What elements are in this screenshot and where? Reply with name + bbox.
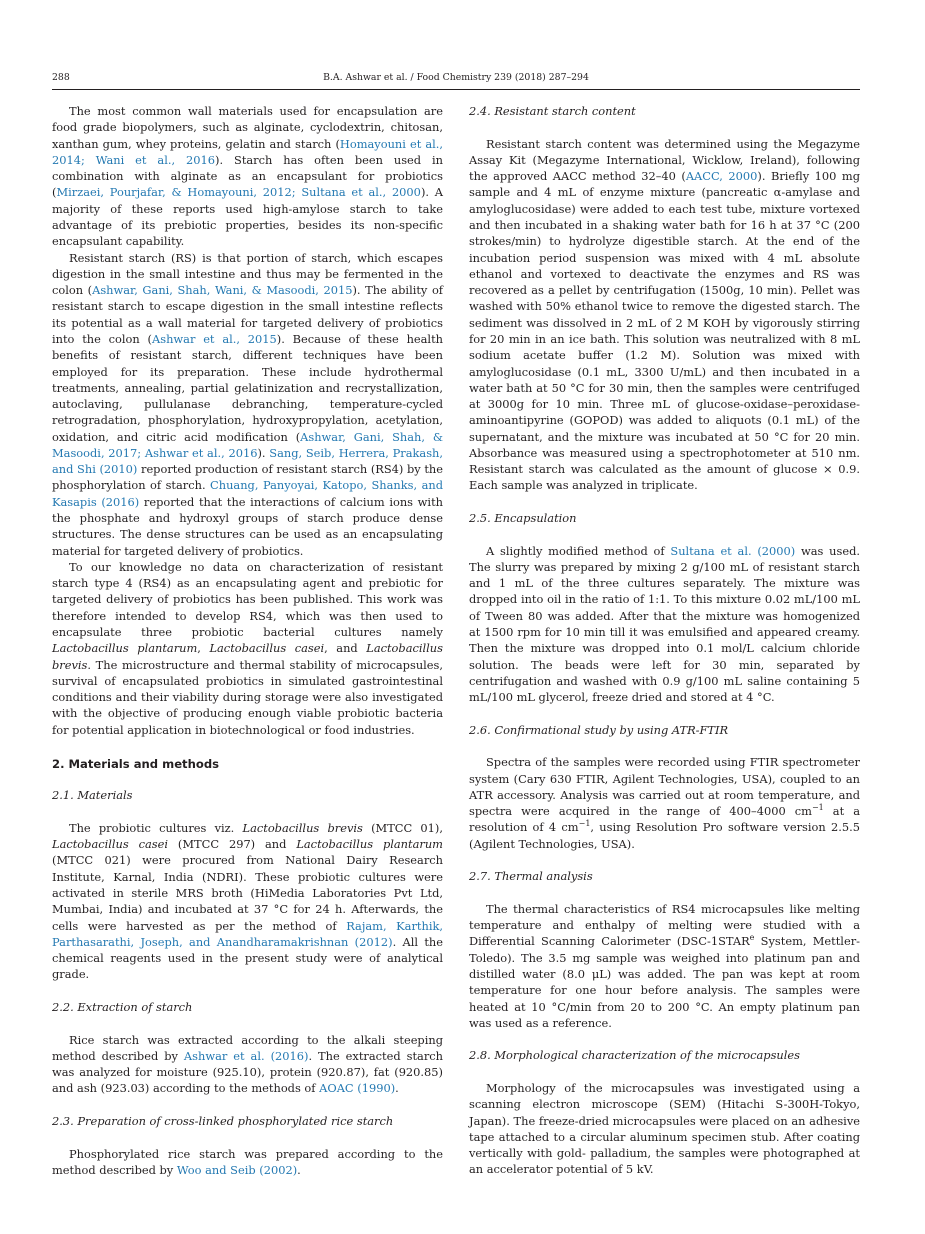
subsection-2-5-heading: 2.5. Encapsulation — [469, 511, 577, 526]
text-run: , using Resolution Pro software version 2.5.5 (Agilent Technologies, USA). — [469, 820, 860, 851]
text-run: The thermal characteristics of RS4 microcapsules like melting temperature and enthalpy of melting were studied with a Differential Scanning Calorimeter (DSC-1STAR — [469, 901, 860, 949]
citation-link[interactable]: Chuang, Panyoyai, Katopo, Shanks, and Kasapis (2016) — [52, 478, 443, 509]
text-run: (MTCC 021) were procured from National Dairy Research Institute, Karnal, India (NDRI). These probiotic cultures were activated in sterile MRS broth (HiMedia Laboratories Pvt Ltd, Mumbai, India) and incubated at 37 °C for 24 h. Afterwards, the cells were harvested as per the method of — [52, 853, 443, 933]
text-run: (MTCC 297) and — [168, 837, 297, 852]
text-run: ). Starch has often been used in combination with alginate as an encapsulant for probiotics ( — [52, 152, 443, 200]
text-run: . — [297, 1162, 301, 1177]
citation-link[interactable]: Mirzaei, Pourjafar, & Homayouni, 2012; Sultana et al., 2000 — [56, 185, 421, 200]
subsection-2-4-heading: 2.4. Resistant starch content — [469, 104, 636, 118]
text-run: Phosphorylated rice starch was prepared according to the method described by — [52, 1146, 443, 1177]
subsection-2-8-heading: 2.8. Morphological characterization of the microcapsules — [469, 1048, 801, 1063]
page-number: 288 — [52, 72, 70, 83]
text-run: Rice starch was extracted according to the alkali steeping method described by — [52, 1032, 443, 1063]
text-run: . The microstructure and thermal stability of microcapsules, survival of encapsulated probiotics in simulated gastrointestinal conditions and their viability during storage were also investigated with the objective of producing enough viable probiotic bacteria for potential application in biotechnological or food industries. — [52, 657, 443, 737]
citation-link[interactable]: Homayouni et al., 2014; Wani et al., 2016 — [52, 136, 443, 167]
text-run: reported production of resistant starch (RS4) by the phosphorylation of starch. — [52, 462, 443, 493]
species-name: Lactobacillus brevis — [52, 641, 443, 672]
right-column — [469, 103, 860, 1178]
text-run: . The extracted starch was analyzed for moisture (925.10), protein (920.87), fat (920.85) and ash (923.03) according to the methods of — [52, 1048, 443, 1096]
resistant-starch-paragraph — [469, 136, 860, 494]
species-name: Lactobacillus casei — [209, 641, 325, 656]
text-run: ). A majority of these reports used high-amylose starch to take advantage of its prebiotic properties, besides its non-specific encapsulant capability. — [52, 185, 443, 249]
species-name: Lactobacillus plantarum — [52, 641, 198, 656]
section-2-heading: 2. Materials and methods — [52, 756, 220, 771]
citation-link[interactable]: Ashwar, Gani, Shah, & Masoodi, 2017; Ashwar et al., 2016 — [52, 429, 443, 460]
text-run: ). The ability of resistant starch to escape digestion in the small intestine reflects its potential as a wall material for targeted delivery of probiotics into the colon ( — [52, 283, 444, 346]
text-run: Resistant starch content was determined using the Megazyme Assay Kit (Megazyme International, Wicklow, Ireland), following the approved AACC method 32–40 ( — [469, 136, 860, 184]
subsection-2-3-heading: 2.3. Preparation of cross-linked phosphorylated rice starch — [52, 1113, 394, 1128]
preparation-paragraph — [52, 1146, 443, 1179]
text-run: , and — [324, 641, 367, 656]
text-run: ). Briefly 100 mg sample and 4 mL of enzyme mixture (pancreatic α-amylase and amyloglucosidase) were added to each test tube, mixture vortexed and then incubated in a shaking water bath for 16 h at 37 °C (200 strokes/min) to hydrolyze digestible starch. At the end of the incubation period suspension was mixed with 4 mL absolute ethanol and vortexed to deactivate the enzymes and RS was recovered as a pellet by centrifugation (1500g, 10 min). Pellet was washed with 50% ethanol twice to remove the digested starch. The sediment was dissolved in 2 mL of 2 M KOH by vigorously stirring for 20 min in an ice bath. This solution was neutralized with 8 mL sodium acetate buffer (1.2 M). Solution was mixed with amyloglucosidase (0.1 mL, 3300 U/mL) and then incubated in a water bath at 50 °C for 30 min, then the samples were centrifuged at 3000g for 10 min. Three mL of glucose-oxidase–peroxidase-aminoantipyrine (GOPOD) was added to aliquots (0.1 mL) of the supernatant, and the mixture was incubated at 50 °C for 20 min. Absorbance was measured using a spectrophotometer at 510 nm. Resistant starch was calculated as the amount of glucose × 0.9. Each sample was analyzed in triplicate. — [469, 169, 860, 493]
citation-link[interactable]: Sultana et al. (2000) — [670, 543, 796, 558]
citation-link[interactable]: AOAC (1990) — [319, 1081, 396, 1096]
text-run: , — [197, 641, 210, 656]
subsection-2-7-heading: 2.7. Thermal analysis — [469, 869, 593, 884]
species-name: Lactobacillus brevis — [242, 820, 363, 835]
journal-reference: B.A. Ashwar et al. / Food Chemistry 239 (2018) 287–294 — [323, 72, 589, 83]
header-rule — [52, 89, 860, 90]
text-run: . All the chemical reagents used in the present study were of analytical grade. — [52, 934, 443, 982]
materials-paragraph — [52, 820, 443, 983]
citation-link[interactable]: Sang, Seib, Herrera, Prakash, and Shi (2010) — [52, 445, 443, 477]
left-column — [52, 103, 443, 1178]
citation-link[interactable]: Woo and Seib (2002) — [176, 1162, 298, 1177]
subsection-2-6-heading: 2.6. Confirmational study by using ATR-FTIR — [469, 722, 729, 737]
intro-paragraph-3 — [52, 559, 443, 738]
subsection-2-2-heading: 2.2. Extraction of starch — [52, 999, 193, 1014]
text-run: reported that the interactions of calcium ions with the phosphate and hydroxyl groups of starch produce dense structures. The dense structures can be used as an encapsulating material for targeted delivery of probiotics. — [52, 494, 443, 558]
text-run: The most common wall materials used for encapsulation are food grade biopolymers, such as alginate, cyclodextrin, chitosan, xanthan gum, whey proteins, gelatin and starch ( — [52, 104, 443, 151]
text-run: Spectra of the samples were recorded using FTIR spectrometer system (Cary 630 FTIR, Agilent Technologies, USA), coupled to an ATR accessory. Analysis was carried out at room temperature, and spectra were acquired in the range of 400–4000 cm — [469, 755, 860, 819]
subsection-2-1-heading: 2.1. Materials — [52, 788, 133, 803]
extraction-paragraph — [52, 1032, 443, 1097]
intro-paragraph-1 — [52, 103, 443, 250]
text-run: ). Because of these health benefits of resistant starch, different techniques have been employed for its preparation. These include hydrothermal treatments, annealing, partial gelatinization and recrystallization, autoclaving, pullulanase debranching, temperature-cycled retrogradation, phosphorylation, hydroxypropylation, acetylation, oxidation, and citric acid modification ( — [52, 331, 443, 444]
running-header — [52, 72, 860, 88]
text-run: A slightly modified method of — [486, 543, 671, 558]
text-run: Morphology of the microcapsules was investigated using a scanning electron microscope (SEM) (Hitachi S-300H-Tokyo, Japan). The freeze-dried microcapsules were placed on an adhesive tape attached to a circular aluminum specimen stub. After coating vertically with gold- palladium, the samples were photographed at an accelerator potential of 5 kV. — [469, 1081, 860, 1177]
citation-link[interactable]: Ashwar et al., 2015 — [152, 331, 277, 346]
text-run: Resistant starch (RS) is that portion of starch, which escapes digestion in the small intestine and thus may be fermented in the colon ( — [52, 250, 443, 298]
species-name: Lactobacillus plantarum — [296, 837, 443, 852]
species-name: Lactobacillus casei — [52, 837, 169, 852]
citation-link[interactable]: Ashwar, Gani, Shah, Wani, & Masoodi, 2015 — [92, 283, 353, 298]
text-run: ). — [257, 445, 270, 460]
text-run: (MTCC 01), — [362, 820, 443, 835]
superscript: e — [749, 933, 755, 943]
ftir-paragraph — [469, 754, 860, 852]
intro-paragraph-2 — [52, 250, 443, 559]
text-run: System, Mettler-Toledo). The 3.5 mg sample was weighed into platinum pan and distilled water (8.0 μL) was added. The pan was kept at room temperature for one hour before analysis. The samples were heated at 10 °C/min from 20 to 200 °C. An empty platinum pan was used as a reference. — [469, 934, 860, 1030]
superscript: −1 — [578, 819, 591, 829]
text-run: The probiotic cultures viz. — [69, 820, 243, 835]
text-run: was used. The slurry was prepared by mixing 2 g/100 mL of resistant starch and 1 mL of the three cultures separately. The mixture was dropped into oil in the ratio of 1:1. To this mixture 0.02 mL/100 mL of Tween 80 was added. After that the mixture was homogenized at 1500 rpm for 10 min till it was emulsified and appeared creamy. Then the mixture was dropped into 0.1 mol/L calcium chloride solution. The beads were left for 30 min, separated by centrifugation and washed with 0.9 g/100 mL saline containing 5 mL/100 mL glycerol, freeze dried and stored at 4 °C. — [469, 543, 860, 705]
text-run: at a resolution of 4 cm — [469, 804, 860, 835]
thermal-paragraph — [469, 901, 860, 1031]
morphology-paragraph — [469, 1080, 860, 1178]
citation-link[interactable]: Ashwar et al. (2016) — [183, 1048, 309, 1063]
text-run: To our knowledge no data on characterization of resistant starch type 4 (RS4) as an encapsulating agent and prebiotic for targeted delivery of probiotics has been published. This work was therefore intended to develop RS4, which was then used to encapsulate three probiotic bacterial cultures namely — [52, 559, 443, 639]
text-run: . — [395, 1081, 399, 1096]
encapsulation-paragraph — [469, 543, 860, 706]
citation-link[interactable]: AACC, 2000 — [685, 169, 758, 184]
superscript: −1 — [811, 803, 824, 813]
citation-link[interactable]: Rajam, Karthik, Parthasarathi, Joseph, and Anandharamakrishnan (2012) — [52, 918, 443, 949]
